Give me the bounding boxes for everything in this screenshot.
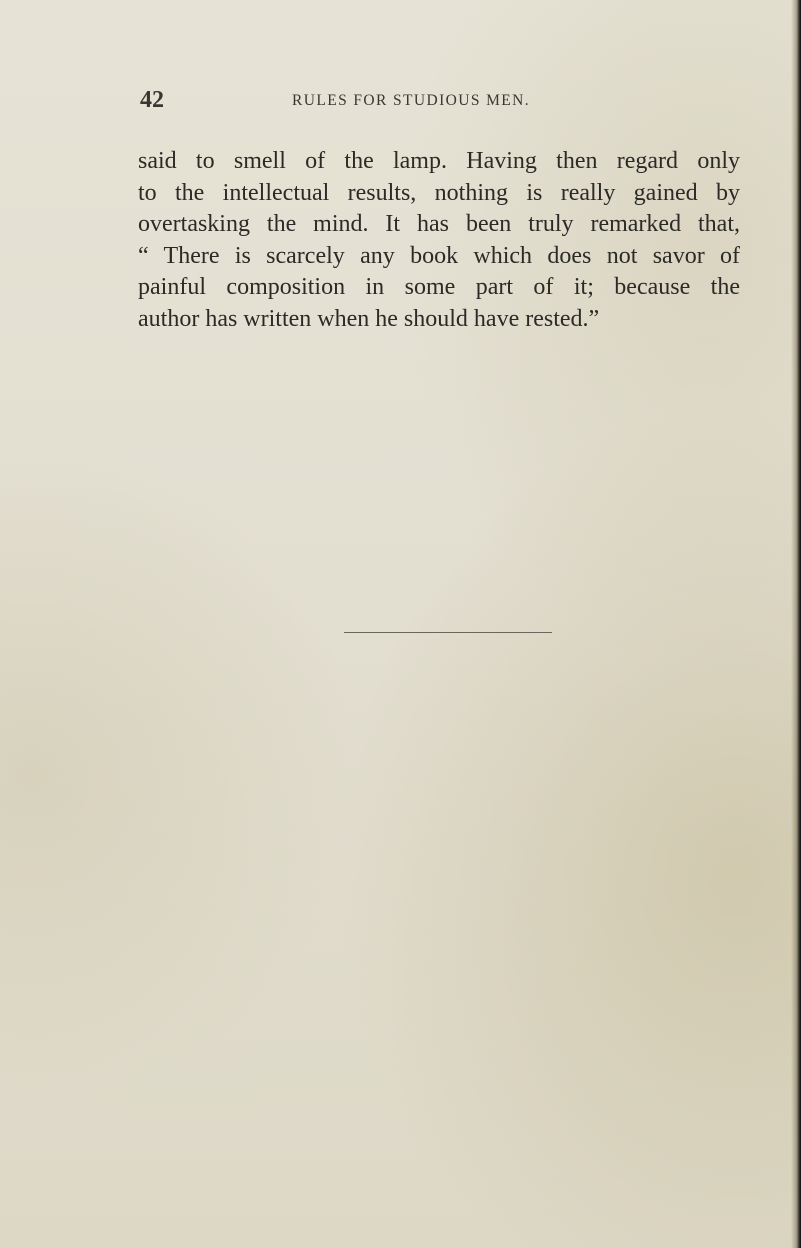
page-edge-shadow xyxy=(791,0,801,1248)
text-line: to the intellectual results, nothing is really gained by xyxy=(138,179,740,206)
text-line: “ There is scarcely any book which does not savor of xyxy=(138,242,740,269)
running-head xyxy=(140,88,740,112)
running-head-title: RULES FOR STUDIOUS MEN. xyxy=(292,92,531,109)
text-line: overtasking the mind. It has been truly remarked that, xyxy=(138,211,740,237)
section-divider-rule xyxy=(344,632,552,633)
text-line: painful composition in some part of it; because the xyxy=(138,274,740,300)
text-line: said to smell of the lamp. Having then regard only xyxy=(138,148,740,174)
page-number: 42 xyxy=(140,87,164,113)
body-paragraph xyxy=(138,146,740,335)
text-line: author has written when he should have rested.” xyxy=(138,305,600,332)
